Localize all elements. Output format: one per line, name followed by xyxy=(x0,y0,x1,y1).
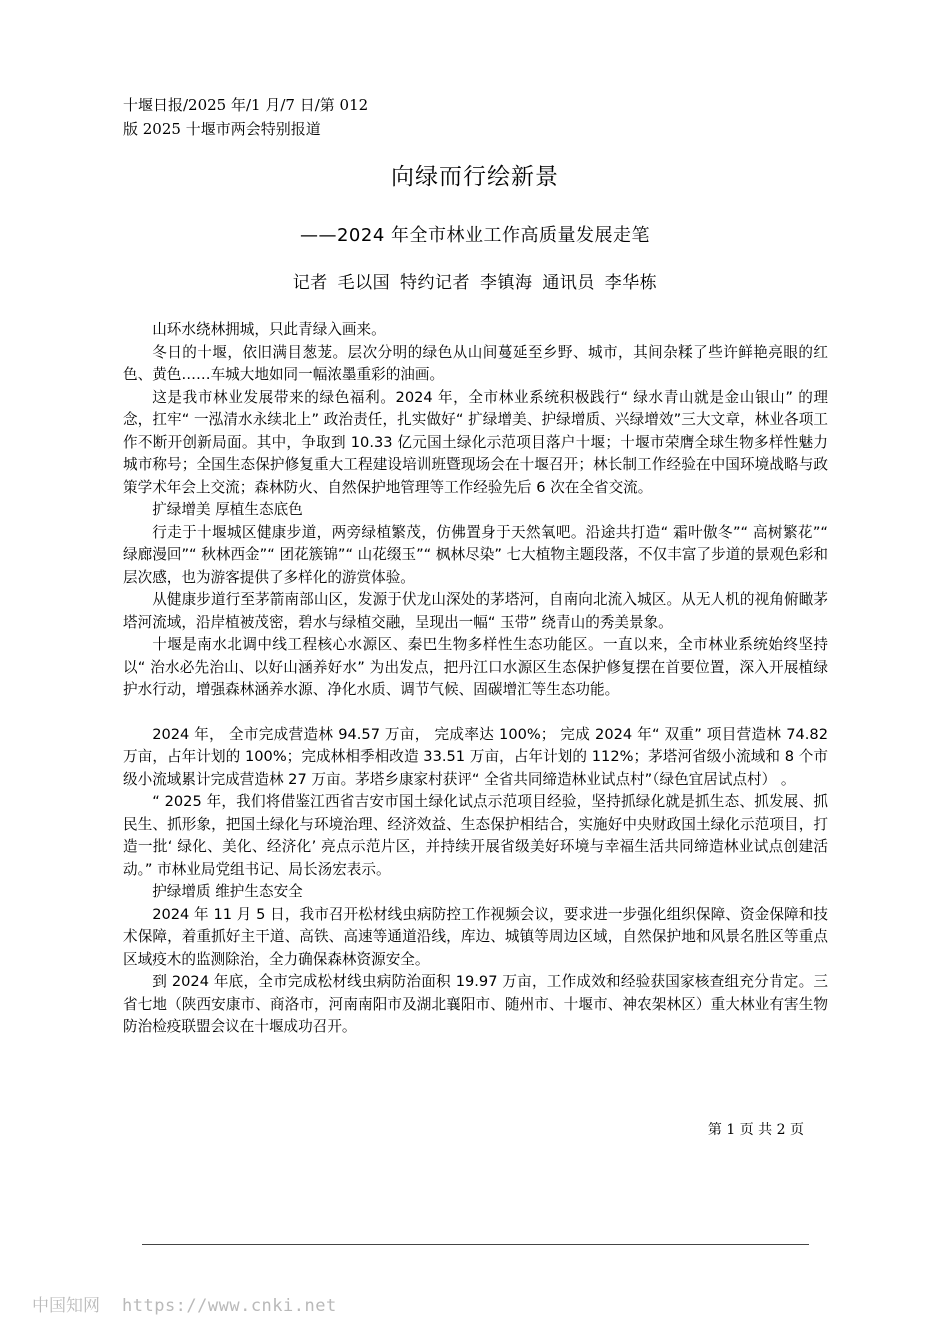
bottom-divider xyxy=(142,1244,809,1245)
section-heading: 护绿增质 维护生态安全 xyxy=(152,883,303,900)
paragraph: 2024 年 11 月 5 日，我市召开松材线虫病防控工作视频会议，要求进一步强化组织保障、资金保障和技术保障，着重抓好主干道、高铁、高速等通道沿线，库边、城镇等周边区域，自然保护地和风景名胜区等重点区域疫木的监测除治，全力确保森林资源安全。 xyxy=(123,905,828,968)
paragraph: 行走于十堰城区健康步道，两旁绿植繁茂，仿佛置身于天然氧吧。沿途共打造“ 霜叶傲冬”“ 高树繁花”“ 绿廊漫回”“ 秋林西金”“ 团花簇锦”“ 山花缀玉”“ 枫林尽染” 七大植物主题段落，不仅丰富了步道的景观色彩和层次感，也为游客提供了多样化的游赏体验。 xyxy=(123,523,828,586)
source-line-2: 版 2025 十堰市两会特别报道 xyxy=(123,120,321,138)
paragraph: 这是我市林业发展带来的绿色福利。2024 年，全市林业系统积极践行“ 绿水青山就是金山银山” 的理念，扛牢“ 一泓清水永续北上” 政治责任，扎实做好“ 扩绿增美、护绿增质、兴绿增效”三大文章，林业各项工作不断开创新局面。其中，争取到 10.33 亿元国土绿化示范项目落户十堰；十堰市荣膺全球生物多样性魅力城市称号；全国生态保护修复重大工程建设培训班暨现场会在十堰召开；林长制工作经验在中国环境战略与政策学术年会上交流；森林防火、自然保护地管理等工作经验先后 6 次在全省交流。 xyxy=(123,388,828,496)
paragraph: 2024 年， 全市完成营造林 94.57 万亩， 完成率达 100%； 完成 2024 年“ 双重” 项目营造林 74.82 万亩，占年计划的 100%；完成林相季相改造 33.51 万亩，占年计划的 112%；茅塔河省级小流域和 8 个市级小流域累计完成营造林 27 万亩。茅塔乡康家村获评“ 全省共同缔造林业试点村”（绿色宜居试点村） 。 xyxy=(123,725,828,788)
cnki-watermark xyxy=(32,1294,337,1318)
paragraph: 冬日的十堰，依旧满目葱茏。层次分明的绿色从山间蔓延至乡野、城市，其间杂糅了些许鲜艳亮眼的红色、黄色……车城大地如同一幅浓墨重彩的油画。 xyxy=(123,343,828,383)
article-title: 向绿而行绘新景 xyxy=(391,164,559,190)
article-subtitle: ——2024 年全市林业工作高质量发展走笔 xyxy=(299,225,651,246)
paragraph: 到 2024 年底，全市完成松材线虫病防治面积 19.97 万亩，工作成效和经验获国家核查组充分肯定。三省七地（陕西安康市、商洛市，河南南阳市及湖北襄阳市、随州市、十堰市、神农架林区）重大林业有害生物防治检疫联盟会议在十堰成功召开。 xyxy=(123,973,828,1035)
article-body xyxy=(123,319,828,1039)
paragraph: 十堰是南水北调中线工程核心水源区、秦巴生物多样性生态功能区。一直以来，全市林业系统始终坚持以“ 治水必先治山、以好山涵养好水” 为出发点，把丹江口水源区生态保护修复摆在首要位置，深入开展植绿护水行动，增强森林涵养水源、净化水质、调节气候、固碳增汇等生态功能。 xyxy=(123,636,828,698)
source-line-1: 十堰日报/2025 年/1 月/7 日/第 012 xyxy=(123,96,369,114)
article-byline: 记者 毛以国 特约记者 李镇海 通讯员 李华栋 xyxy=(292,273,658,293)
watermark-url: https://www.cnki.net xyxy=(122,1296,337,1316)
paragraph: 从健康步道行至茅箭南部山区，发源于伏龙山深处的茅塔河，自南向北流入城区。从无人机的视角俯瞰茅塔河流域，沿岸植被茂密，碧水与绿植交融，呈现出一幅“ 玉带” 绕青山的秀美景象。 xyxy=(123,591,828,631)
page-indicator: 第 1 页 共 2 页 xyxy=(707,1122,804,1138)
paragraph: 山环水绕林拥城，只此青绿入画来。 xyxy=(152,321,386,338)
paragraph: “ 2025 年，我们将借鉴江西省吉安市国土绿化试点示范项目经验，坚持抓绿化就是抓生态、抓发展、抓民生、抓形象，把国土绿化与环境治理、经济效益、生态保护相结合，实施好中央财政国土绿化示范项目，打造一批‘ 绿化、美化、经济化’ 亮点示范片区，并持续开展省级美好环境与幸福生活共同缔造林业试点创建活动。” 市林业局党组书记、局长汤宏表示。 xyxy=(123,793,828,878)
watermark-brand: 中国知网 xyxy=(32,1296,100,1316)
section-heading: 扩绿增美 厚植生态底色 xyxy=(152,501,303,518)
